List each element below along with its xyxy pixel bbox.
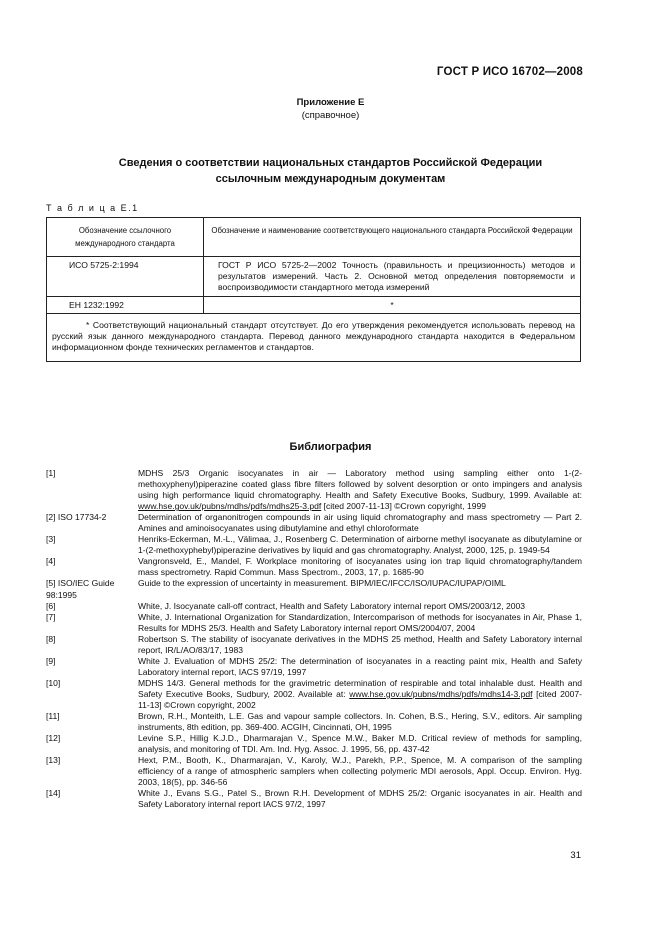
bibliography-text bbox=[138, 578, 582, 600]
bibliography-text bbox=[138, 601, 582, 612]
bibliography-text-main: MDHS 14/3. General methods for the gravimetric determination of respirable and total inhalable dust. Health and Safety Executive Books, Sudbury, 2002. Available at: bbox=[138, 677, 582, 699]
bibliography-text bbox=[138, 788, 582, 810]
bibliography-entry bbox=[46, 711, 582, 733]
bibliography-ref: [13] bbox=[46, 755, 61, 766]
bibliography-entry bbox=[46, 534, 582, 556]
bibliography-text-main: Robertson S. The stability of isocyanate derivatives in the MDHS 25 method, Health and Safety Laboratory internal report, IR/L/AO/83/17, 1983 bbox=[138, 633, 582, 655]
bibliography-text bbox=[138, 755, 582, 788]
bibliography-text-main: White J. Evaluation of MDHS 25/2: The determination of isocyanates in a reacting paint mix, Health and Safety Laboratory internal report, IACS 97/19, 1997 bbox=[138, 655, 582, 677]
bibliography-text bbox=[138, 468, 582, 512]
bibliography-text bbox=[138, 512, 582, 534]
bibliography-entry bbox=[46, 556, 582, 578]
bibliography-ref: [6] bbox=[46, 600, 56, 611]
bibliography-ref: [1] bbox=[46, 468, 56, 478]
table-cell-code: ИСО 5725-2:1994 bbox=[47, 257, 204, 297]
bibliography-ref: [8] bbox=[46, 633, 56, 644]
bibliography-text-main: Guide to the expression of uncertainty in measurement. BIPM/IEC/IFCC/ISO/IUPAC/IUPAP/OIML bbox=[138, 578, 506, 589]
bibliography-ref: [2] ISO 17734-2 bbox=[46, 512, 107, 523]
bibliography-ref: [5] ISO/IEC Guide 98:1995 bbox=[46, 578, 115, 600]
bibliography-ref: [3] bbox=[46, 534, 56, 545]
bibliography-entry bbox=[46, 634, 582, 656]
bibliography-entry bbox=[46, 601, 582, 612]
bibliography-list bbox=[46, 468, 582, 810]
section-title-line-2: ссылочным международным документам bbox=[215, 173, 446, 185]
table-label: Т а б л и ц а Е.1 bbox=[46, 203, 139, 213]
bibliography-text bbox=[138, 678, 582, 711]
bibliography-entry bbox=[46, 678, 582, 711]
bibliography-text-main: White, J. Isocyanate call-off contract, Health and Safety Laboratory internal report OMS/2003/12, 2003 bbox=[138, 600, 526, 611]
section-title-line-1: Сведения о соответствии национальных стандартов Российской Федерации bbox=[118, 157, 543, 169]
table-header-row bbox=[47, 218, 581, 257]
appendix-title: Приложение Е bbox=[296, 97, 365, 108]
bibliography-ref: [9] bbox=[46, 655, 56, 666]
bibliography-url-link[interactable]: www.hse.gov.uk/pubns/mdhs/pdfs/mdhs14-3.pdf bbox=[349, 688, 533, 699]
bibliography-text-main: Brown, R.H., Monteith, L.E. Gas and vapour sample collectors. In. Cohen, B.S., Hering, S.V., editors. Air sampling instruments, 8th edition, pp. 369-400. ACGIH, Cincinnati, OH, 1995 bbox=[138, 711, 582, 733]
bibliography-entry bbox=[46, 612, 582, 634]
bibliography-text-main: Levine S.P., Hillig K.J.D., Dharmarajan V., Spence M.W., Baker M.D. Critical review of methods for sampling, analysis, and monitoring of TDI. Am. Ind. Hyg. Assoc. J. 1995, 56, pp. 437-42 bbox=[138, 733, 582, 755]
bibliography-text-main: Hext, P.M., Booth, K., Dharmarajan, V., Karoly, W.J., Parekh, P.P., Spence, M. A comparison of the sampling efficiency of a range of atmospheric samplers when collecting polymeric MDI aerosols, Appl. Occup. Environ. Hyg. 2003, 18(5), pp. 346-56 bbox=[138, 755, 582, 788]
bibliography-ref: [14] bbox=[46, 788, 61, 799]
bibliography-entry bbox=[46, 656, 582, 678]
bibliography-entry bbox=[46, 755, 582, 788]
bibliography-text-main: White, J. International Organization for Standardization, Intercomparison of methods for isocyanates in Air, Phase 1, Results for MDHS 25/3. Health and Safety Laboratory internal report OMS/2004/07, 2004 bbox=[138, 611, 582, 633]
table-header-national: Обозначение и наименование соответствующего национального стандарта Российской Федерации bbox=[204, 218, 581, 257]
bibliography-text bbox=[138, 534, 582, 556]
bibliography-text bbox=[138, 711, 582, 733]
bibliography-entry bbox=[46, 733, 582, 755]
correspondence-table bbox=[46, 217, 581, 362]
bibliography-ref: [4] bbox=[46, 556, 56, 567]
bibliography-text-main: White J., Evans S.G., Patel S., Brown R.H. Development of MDHS 25/2: Organic isocyanates in air. Health and Safety Laboratory internal report IACS 97/2, 1997 bbox=[138, 788, 582, 810]
bibliography-entry bbox=[46, 468, 582, 512]
bibliography-entry bbox=[46, 512, 582, 534]
document-code: ГОСТ Р ИСО 16702—2008 bbox=[436, 66, 583, 78]
page-number: 31 bbox=[570, 850, 581, 861]
table-row bbox=[47, 257, 581, 297]
bibliography-text bbox=[138, 634, 582, 656]
table-cell-code: ЕН 1232:1992 bbox=[47, 297, 204, 314]
bibliography-text-tail: [cited 2007-11-13] ©Crown copyright, 1999 bbox=[321, 501, 487, 512]
bibliography-text bbox=[138, 612, 582, 634]
bibliography-ref: [12] bbox=[46, 733, 61, 744]
bibliography-ref: [7] bbox=[46, 611, 56, 622]
bibliography-entry bbox=[46, 578, 582, 600]
bibliography-text bbox=[138, 556, 582, 578]
bibliography-url-link[interactable]: www.hse.gov.uk/pubns/mdhs/pdfs/mdhs25-3.pdf bbox=[138, 501, 322, 512]
bibliography-text-main: Determination of organonitrogen compounds in air using liquid chromatography and mass spectrometry — Part 2. Amines and aminoisocyanates using dibutylamine and ethyl chloroformate bbox=[138, 512, 582, 534]
bibliography-title: Библиография bbox=[289, 441, 372, 453]
table-header-international: Обозначение ссылочного международного стандарта bbox=[47, 218, 204, 257]
bibliography-ref: [11] bbox=[46, 711, 60, 722]
table-footnote: * Соответствующий национальный стандарт отсутствует. До его утверждения рекомендуется использовать перевод на русский язык данного международного стандарта. Перевод данного международного стандарта находится в Федеральном информационном фонде технических регламентов и стандартов. bbox=[47, 314, 581, 362]
table-row bbox=[47, 297, 581, 314]
bibliography-text-main: Henriks-Eckerman, M.-L., Välimaa, J., Rosenberg C. Determination of airborne methyl isocyanate as dibutylamine or 1-(2-methoxyphebyl)piperazine derivatives by liquid and gas chromatography. Analyst, 2000, 125, p. 1949-54 bbox=[138, 534, 582, 556]
appendix-subtitle: (справочное) bbox=[301, 110, 360, 121]
bibliography-text bbox=[138, 733, 582, 755]
bibliography-text bbox=[138, 656, 582, 678]
bibliography-text-tail: [cited 2007-11-13] ©Crown copyright, 2002 bbox=[138, 688, 583, 710]
table-cell-description: * bbox=[204, 297, 581, 314]
bibliography-entry bbox=[46, 788, 582, 810]
bibliography-ref: [10] bbox=[46, 677, 61, 688]
table-note-row bbox=[47, 314, 581, 362]
bibliography-text-main: MDHS 25/3 Organic isocyanates in air — Laboratory method using sampling either onto 1-(2-methoxyphenyl)piperazine coated glass fibre filters followed by solvent desorption or onto impingers and analysis using high performance liquid chromatography. Health and Safety Executive Books, Sudbury, 1999. Available at: bbox=[138, 468, 582, 501]
table-cell-description: ГОСТ Р ИСО 5725-2—2002 Точность (правильность и прецизионность) методов и результатов измерений. Часть 2. Основной метод определения повторяемости и воспроизводимости стандартного метода измерений bbox=[204, 257, 581, 297]
bibliography-text-main: Vangronsveld, E., Mandel, F. Workplace monitoring of isocyanates using ion trap liquid chromatography/tandem mass spectrometry. Rapid Commun. Mass Spectrom., 2003, 17, p. 1685-90 bbox=[138, 556, 582, 578]
